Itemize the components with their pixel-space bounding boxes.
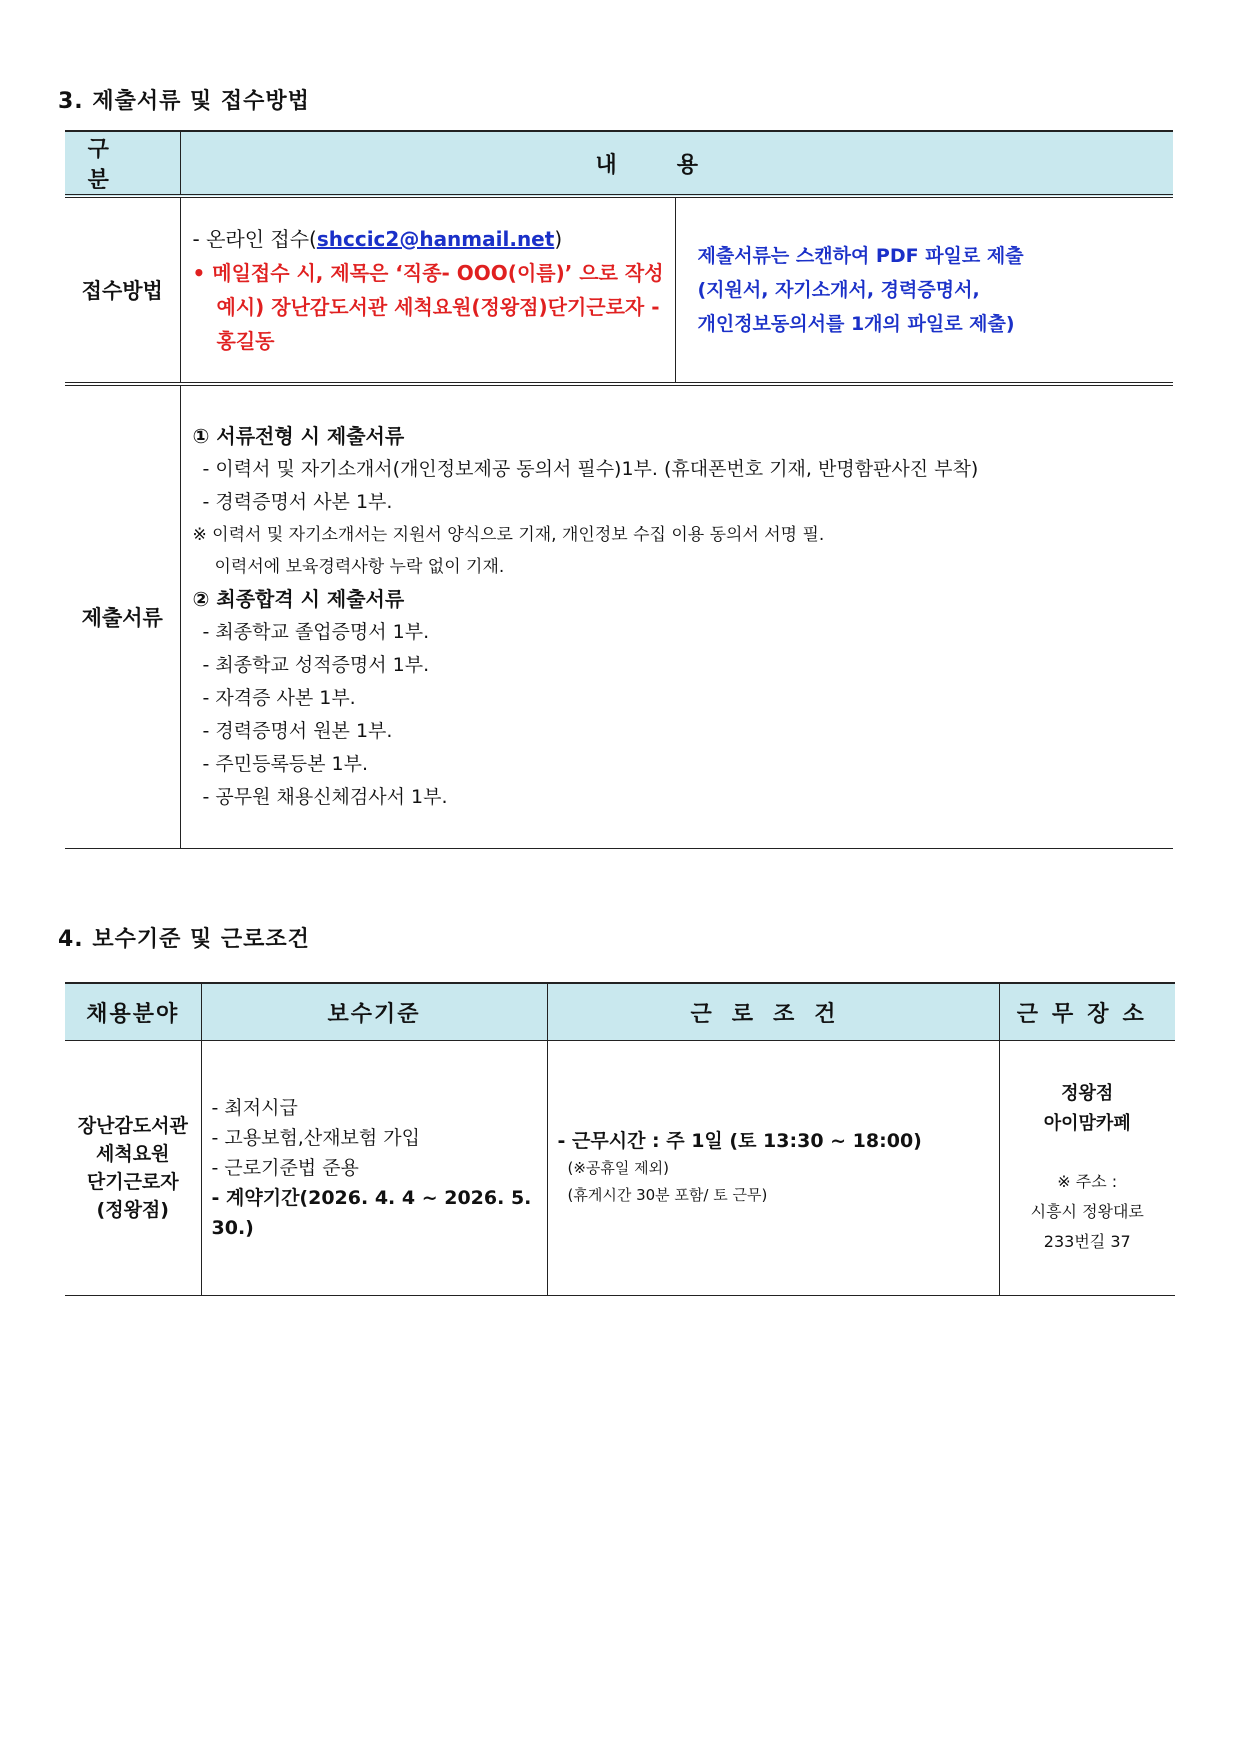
email-link[interactable]: shccic2@hanmail.net (316, 227, 555, 251)
final-docs-title: ② 최종합격 시 제출서류 (192, 587, 405, 611)
list-item: - 고용보험,산재보험 가입 (211, 1127, 421, 1149)
list-item: - 근로기준법 준용 (211, 1157, 359, 1179)
list-item: - 최종학교 졸업증명서 1부. (202, 621, 430, 643)
list-item: - 경력증명서 사본 1부. (202, 491, 393, 513)
screening-docs-title: ① 서류전형 시 제출서류 (192, 424, 405, 448)
header-category: 구분 (65, 131, 180, 196)
submission-table (65, 130, 1173, 849)
email-subject-example: 예시) 장난감도서관 세척요원(정왕점)단기근로자 - 홍길동 (216, 295, 660, 353)
list-item: - 경력증명서 원본 1부. (202, 720, 393, 742)
work-location: 정왕점 아이맘카페 ※ 주소 : 시흥시 정왕대로 233번길 37 (999, 1041, 1175, 1296)
list-item: - 최저시급 (211, 1097, 298, 1119)
break-note: (휴게시간 30분 포함/ 토 근무) (567, 1185, 768, 1204)
pdf-submission-note: 제출서류는 스캔하여 PDF 파일로 제출 (지원서, 자기소개서, 경력증명서, 개인정보동의서를 1개의 파일로 제출) (675, 196, 1173, 384)
work-conditions (547, 1041, 999, 1296)
documents-content (180, 384, 1173, 849)
list-item: - 주민등록등본 1부. (202, 753, 369, 775)
work-hours: - 근무시간 : 주 1일 (토 13:30 ~ 18:00) (557, 1129, 922, 1152)
receive-method-content (180, 196, 675, 384)
screening-note: ※ 이력서 및 자기소개서는 지원서 양식으로 기재, 개인정보 수집 이용 동의서 서명 필. (192, 525, 825, 545)
list-item: - 최종학교 성적증명서 1부. (202, 654, 430, 676)
header-location: 근무장소 (999, 983, 1175, 1041)
email-subject-rule: • 메일접수 시, 제목은 ‘직종- OOO(이름)’ 으로 작성 (192, 261, 664, 285)
receive-method-label: 접수방법 (65, 196, 180, 384)
pay-conditions-table (65, 982, 1175, 1296)
recruit-field: 장난감도서관 세척요원 단기근로자 (정왕점) (65, 1041, 201, 1296)
header-pay: 보수기준 (201, 983, 547, 1041)
header-field: 채용분야 (65, 983, 201, 1041)
section-4-heading: 4. 보수기준 및 근로조건 (58, 927, 310, 952)
section-3-heading: 3. 제출서류 및 접수방법 (58, 89, 310, 114)
list-item: - 이력서 및 자기소개서(개인정보제공 동의서 필수)1부. (휴대폰번호 기재, 반명함판사진 부착) (202, 458, 979, 480)
documents-label: 제출서류 (65, 384, 180, 849)
list-item: - 자격증 사본 1부. (202, 687, 356, 709)
pay-standard (201, 1041, 547, 1296)
holiday-note: (※공휴일 제외) (567, 1158, 669, 1177)
contract-period: - 계약기간(2026. 4. 4 ~ 2026. 5. 30.) (211, 1187, 532, 1239)
online-receive-line: - 온라인 접수(shccic2@hanmail.net) (192, 227, 563, 251)
header-conditions: 근로조건 (547, 983, 999, 1041)
screening-note-2: 이력서에 보육경력사항 누락 없이 기재. (214, 557, 505, 577)
header-content: 내용 (180, 131, 1173, 196)
list-item: - 공무원 채용신체검사서 1부. (202, 786, 448, 808)
